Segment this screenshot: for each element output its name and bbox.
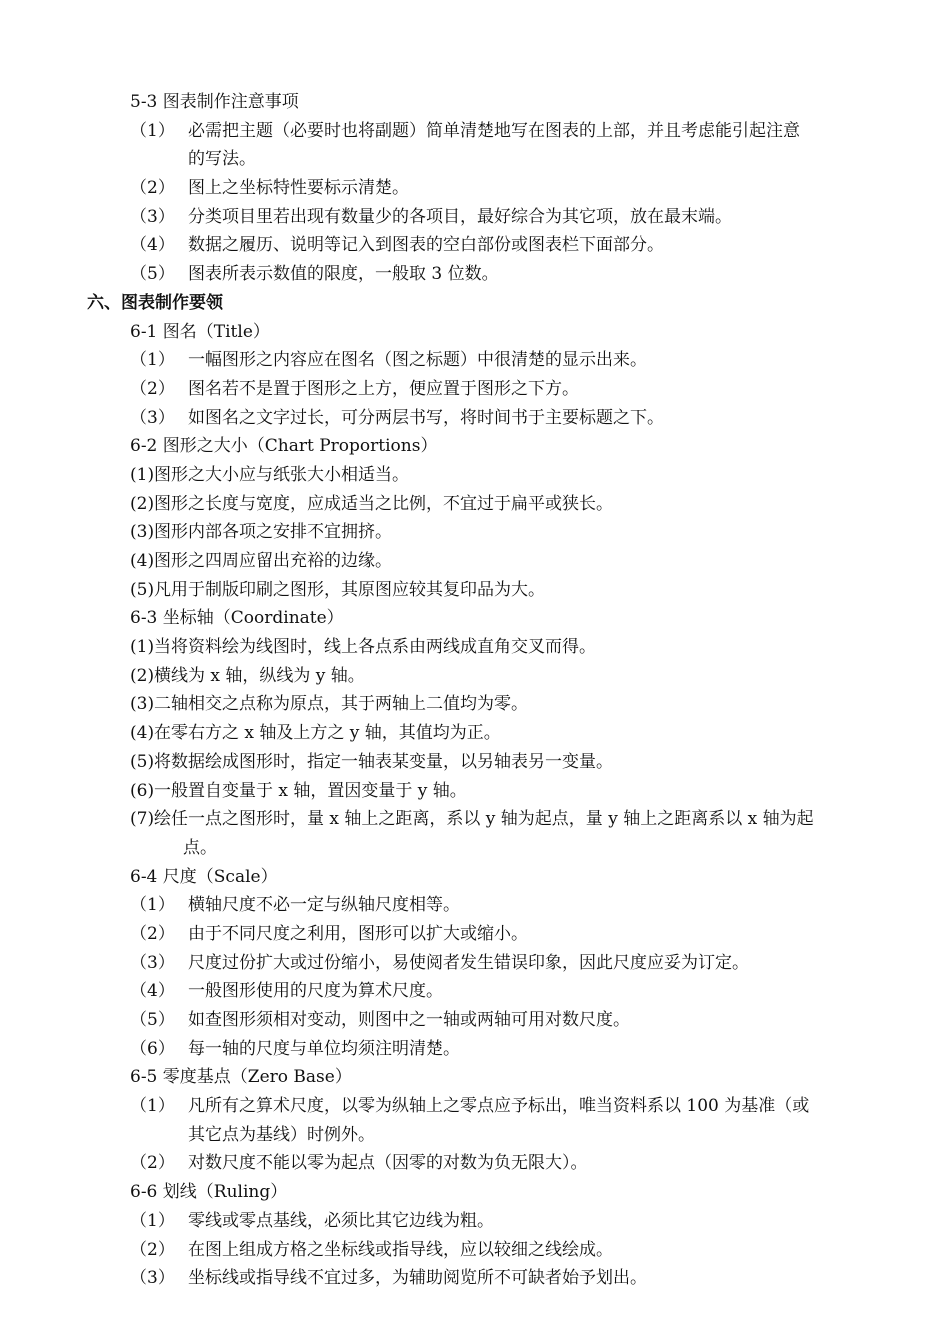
list-item	[0, 777, 950, 806]
list-item-number: （2）	[130, 923, 175, 944]
list-item-text: 横轴尺度不必一定与纵轴尺度相等。	[188, 895, 460, 916]
list-item-text: 图形之大小应与纸张大小相适当。	[154, 464, 409, 485]
list-item-text: 如查图形须相对变动，则图中之一轴或两轴可用对数尺度。	[188, 1010, 630, 1030]
list-item	[0, 375, 950, 404]
list-item-text: 如图名之文字过长，可分两层书写，将时间书于主要标题之下。	[188, 407, 664, 428]
list-item-text: 对数尺度不能以零为起点（因零的对数为负无限大）。	[188, 1153, 588, 1174]
list-item-continuation: 其它点为基线）时例外。	[188, 1124, 375, 1145]
list-item-number: （1）	[130, 1096, 175, 1117]
list-item	[0, 977, 950, 1006]
list-item	[0, 1264, 950, 1293]
list-item	[0, 1092, 950, 1121]
list-item-text: 图形之长度与宽度，应成适当之比例，不宜过于扁平或狭长。	[154, 493, 613, 514]
list-item	[0, 748, 950, 777]
list-item	[0, 1035, 950, 1064]
document-page	[0, 88, 950, 1293]
list-item	[0, 490, 950, 519]
list-item	[0, 719, 950, 748]
list-item-number: （2）	[130, 178, 175, 199]
list-item	[0, 117, 950, 146]
section-heading: 6-2 图形之大小（Chart Proportions）	[130, 436, 438, 457]
list-item-number: （1）	[130, 350, 175, 371]
list-item-text: 图形之四周应留出充裕的边缘。	[154, 551, 392, 571]
list-item-number: (1)	[130, 637, 155, 658]
list-item-number: (2)	[130, 493, 155, 514]
section-heading: 6-3 坐标轴（Coordinate）	[130, 608, 344, 629]
section-heading: 6-6 划线（Ruling）	[130, 1182, 288, 1203]
list-item-number: （5）	[130, 264, 175, 285]
list-item-text: 一幅图形之内容应在图名（图之标题）中很清楚的显示出来。	[188, 350, 647, 371]
list-item-text: 一般置自变量于 x 轴，置因变量于 y 轴。	[154, 780, 467, 801]
list-item-text: 图形内部各项之安排不宜拥挤。	[154, 522, 392, 543]
list-item	[0, 805, 950, 834]
list-item-number: （3）	[130, 1268, 175, 1289]
list-item-number: （3）	[130, 206, 175, 227]
list-item-text: 由于不同尺度之利用，图形可以扩大或缩小。	[188, 923, 528, 944]
list-item-text: 图表所表示数值的限度，一般取 3 位数。	[188, 264, 499, 285]
list-item-number: (7)	[130, 809, 155, 830]
list-item-number: （2）	[130, 1153, 175, 1174]
list-item	[0, 174, 950, 203]
list-item-text: 横线为 x 轴，纵线为 y 轴。	[154, 665, 365, 686]
list-item-number: (4)	[130, 551, 155, 571]
list-item-text: 坐标线或指导线不宜过多，为辅助阅览所不可缺者始予划出。	[188, 1268, 647, 1289]
list-item	[0, 1236, 950, 1265]
list-item-number: （4）	[130, 235, 175, 256]
list-item	[0, 346, 950, 375]
list-item-number: (1)	[130, 464, 155, 485]
list-item-number: （1）	[130, 120, 175, 141]
list-item-text: 当将资料绘为线图时，线上各点系由两线成直角交叉而得。	[154, 637, 596, 658]
list-item-text: 一般图形使用的尺度为算术尺度。	[188, 981, 443, 1002]
list-item-number: （4）	[130, 981, 175, 1002]
list-item-number: （1）	[130, 1210, 175, 1231]
list-item-number: （3）	[130, 952, 175, 973]
list-item	[0, 633, 950, 662]
section-heading: 6-4 尺度（Scale）	[130, 866, 278, 887]
list-item	[0, 576, 950, 605]
list-item	[0, 662, 950, 691]
section-heading: 6-5 零度基点（Zero Base）	[130, 1067, 352, 1088]
list-item-number: (3)	[130, 694, 155, 715]
list-item-number: (4)	[130, 723, 155, 744]
list-item	[0, 1207, 950, 1236]
list-item-text: 必需把主题（必要时也将副题）简单清楚地写在图表的上部，并且考虑能引起注意	[188, 120, 800, 141]
list-item	[0, 260, 950, 289]
list-item-text: 绘任一点之图形时，量 x 轴上之距离，系以 y 轴为起点，量 y 轴上之距离系以 x 轴为起	[154, 809, 814, 830]
list-item-number: （3）	[130, 407, 175, 428]
list-item-number: （1）	[130, 895, 175, 916]
list-item	[0, 1006, 950, 1035]
list-item	[0, 461, 950, 490]
list-item-number: (3)	[130, 522, 155, 543]
list-item-number: (5)	[130, 579, 155, 600]
section-heading: 5-3 图表制作注意事项	[130, 92, 299, 112]
list-item	[0, 1149, 950, 1178]
list-item	[0, 203, 950, 232]
chapter-heading: 六、图表制作要领	[87, 292, 223, 313]
list-item-text: 分类项目里若出现有数量少的各项目，最好综合为其它项，放在最末端。	[188, 206, 732, 227]
list-item	[0, 920, 950, 949]
list-item-text: 在零右方之 x 轴及上方之 y 轴，其值均为正。	[154, 723, 501, 744]
list-item-text: 将数据绘成图形时，指定一轴表某变量，以另轴表另一变量。	[154, 751, 613, 772]
list-item-continuation: 点。	[183, 837, 217, 858]
list-item	[0, 891, 950, 920]
list-item-number: （2）	[130, 378, 175, 399]
list-item-continuation: 的写法。	[188, 149, 256, 170]
list-item-text: 图名若不是置于图形之上方，便应置于图形之下方。	[188, 378, 579, 399]
list-item	[0, 547, 950, 576]
list-item-text: 数据之履历、说明等记入到图表的空白部份或图表栏下面部分。	[188, 235, 664, 256]
list-item-text: 零线或零点基线，必须比其它边线为粗。	[188, 1210, 494, 1231]
list-item-text: 凡用于制版印刷之图形，其原图应较其复印品为大。	[154, 579, 545, 600]
list-item-text: 在图上组成方格之坐标线或指导线，应以较细之线绘成。	[188, 1239, 613, 1260]
list-item-number: （6）	[130, 1038, 175, 1059]
list-item-number: （2）	[130, 1239, 175, 1260]
section-heading: 6-1 图名（Title）	[130, 321, 270, 342]
list-item-number: （5）	[130, 1010, 175, 1030]
list-item-text: 凡所有之算术尺度，以零为纵轴上之零点应予标出，唯当资料系以 100 为基准（或	[188, 1096, 810, 1117]
list-item-text: 图上之坐标特性要标示清楚。	[188, 178, 409, 199]
list-item-text: 二轴相交之点称为原点，其于两轴上二值均为零。	[154, 694, 528, 715]
list-item	[0, 949, 950, 978]
list-item-text: 每一轴的尺度与单位均须注明清楚。	[188, 1038, 460, 1059]
list-item	[0, 404, 950, 433]
list-item-text: 尺度过份扩大或过份缩小，易使阅者发生错误印象，因此尺度应妥为订定。	[188, 952, 749, 973]
list-item	[0, 690, 950, 719]
list-item-number: (5)	[130, 751, 155, 772]
list-item	[0, 231, 950, 260]
list-item-number: (6)	[130, 780, 155, 801]
list-item-number: (2)	[130, 665, 155, 686]
list-item	[0, 518, 950, 547]
